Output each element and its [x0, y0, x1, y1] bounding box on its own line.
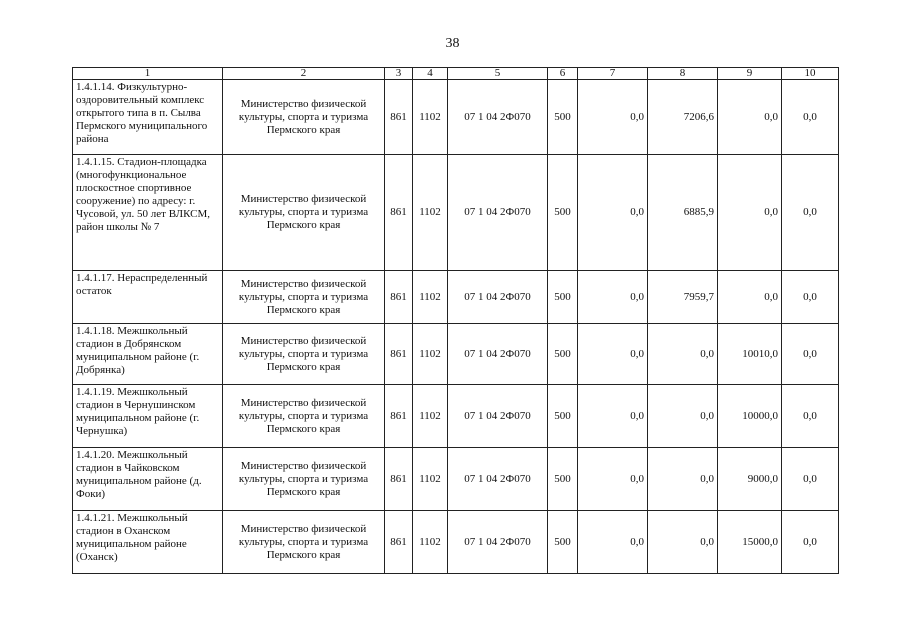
table-row — [73, 155, 839, 271]
row-name: 1.4.1.18. Межшкольный стадион в Добрянском муниципальном районе (г. Добрянка) — [73, 324, 223, 385]
row-name: 1.4.1.14. Физкультурно-оздоровительный комплекс открытого типа в п. Сылва Пермского муниципального района — [73, 80, 223, 155]
row-name: 1.4.1.20. Межшкольный стадион в Чайковском муниципальном районе (д. Фоки) — [73, 448, 223, 511]
cell-col6: 500 — [548, 324, 578, 385]
cell-col10: 0,0 — [782, 80, 839, 155]
cell-col6: 500 — [548, 448, 578, 511]
cell-col9: 0,0 — [718, 271, 782, 324]
cell-col3: 861 — [385, 80, 413, 155]
row-ministry: Министерство физической культуры, спорта и туризма Пермского края — [223, 511, 385, 574]
cell-col6: 500 — [548, 511, 578, 574]
cell-col4: 1102 — [413, 385, 448, 448]
row-ministry: Министерство физической культуры, спорта и туризма Пермского края — [223, 271, 385, 324]
cell-col9: 15000,0 — [718, 511, 782, 574]
cell-col5: 07 1 04 2Ф070 — [448, 80, 548, 155]
column-header-2: 2 — [223, 68, 385, 80]
cell-col6: 500 — [548, 385, 578, 448]
cell-col3: 861 — [385, 271, 413, 324]
cell-col8: 0,0 — [648, 511, 718, 574]
table-row — [73, 448, 839, 511]
cell-col7: 0,0 — [578, 385, 648, 448]
cell-col7: 0,0 — [578, 511, 648, 574]
cell-col9: 10000,0 — [718, 385, 782, 448]
cell-col3: 861 — [385, 155, 413, 271]
budget-table — [72, 67, 839, 574]
row-name: 1.4.1.21. Межшкольный стадион в Оханском муниципальном районе (Оханск) — [73, 511, 223, 574]
cell-col5: 07 1 04 2Ф070 — [448, 155, 548, 271]
cell-col5: 07 1 04 2Ф070 — [448, 271, 548, 324]
cell-col5: 07 1 04 2Ф070 — [448, 385, 548, 448]
cell-col4: 1102 — [413, 155, 448, 271]
table-row — [73, 271, 839, 324]
cell-col5: 07 1 04 2Ф070 — [448, 324, 548, 385]
cell-col10: 0,0 — [782, 324, 839, 385]
row-ministry: Министерство физической культуры, спорта и туризма Пермского края — [223, 155, 385, 271]
cell-col10: 0,0 — [782, 385, 839, 448]
cell-col4: 1102 — [413, 271, 448, 324]
cell-col4: 1102 — [413, 448, 448, 511]
cell-col10: 0,0 — [782, 271, 839, 324]
cell-col4: 1102 — [413, 324, 448, 385]
column-header-1: 1 — [73, 68, 223, 80]
row-ministry: Министерство физической культуры, спорта и туризма Пермского края — [223, 448, 385, 511]
cell-col7: 0,0 — [578, 80, 648, 155]
table-row — [73, 385, 839, 448]
cell-col9: 10010,0 — [718, 324, 782, 385]
cell-col6: 500 — [548, 271, 578, 324]
cell-col3: 861 — [385, 385, 413, 448]
cell-col8: 6885,9 — [648, 155, 718, 271]
table-row — [73, 511, 839, 574]
cell-col6: 500 — [548, 155, 578, 271]
cell-col9: 9000,0 — [718, 448, 782, 511]
cell-col7: 0,0 — [578, 155, 648, 271]
cell-col4: 1102 — [413, 80, 448, 155]
cell-col9: 0,0 — [718, 155, 782, 271]
column-header-3: 3 — [385, 68, 413, 80]
column-header-7: 7 — [578, 68, 648, 80]
page-number: 38 — [445, 36, 460, 51]
column-header-6: 6 — [548, 68, 578, 80]
cell-col8: 0,0 — [648, 324, 718, 385]
cell-col5: 07 1 04 2Ф070 — [448, 511, 548, 574]
cell-col3: 861 — [385, 448, 413, 511]
cell-col8: 0,0 — [648, 385, 718, 448]
row-ministry: Министерство физической культуры, спорта и туризма Пермского края — [223, 80, 385, 155]
row-ministry: Министерство физической культуры, спорта и туризма Пермского края — [223, 324, 385, 385]
cell-col6: 500 — [548, 80, 578, 155]
cell-col5: 07 1 04 2Ф070 — [448, 448, 548, 511]
cell-col10: 0,0 — [782, 511, 839, 574]
table-row — [73, 324, 839, 385]
cell-col3: 861 — [385, 511, 413, 574]
column-header-4: 4 — [413, 68, 448, 80]
column-header-10: 10 — [782, 68, 839, 80]
row-name: 1.4.1.17. Нераспределенный остаток — [73, 271, 223, 324]
cell-col9: 0,0 — [718, 80, 782, 155]
column-header-5: 5 — [448, 68, 548, 80]
row-name: 1.4.1.15. Стадион-площадка (многофункциональное плоскостное спортивное сооружение) по адресу: г. Чусовой, ул. 50 лет ВЛКСМ, район школы № 7 — [73, 155, 223, 271]
cell-col8: 0,0 — [648, 448, 718, 511]
table-row — [73, 80, 839, 155]
column-header-9: 9 — [718, 68, 782, 80]
cell-col4: 1102 — [413, 511, 448, 574]
cell-col7: 0,0 — [578, 271, 648, 324]
cell-col8: 7959,7 — [648, 271, 718, 324]
row-ministry: Министерство физической культуры, спорта и туризма Пермского края — [223, 385, 385, 448]
header-row — [73, 68, 839, 80]
column-header-8: 8 — [648, 68, 718, 80]
cell-col8: 7206,6 — [648, 80, 718, 155]
row-name: 1.4.1.19. Межшкольный стадион в Чернушинском муниципальном районе (г. Чернушка) — [73, 385, 223, 448]
cell-col3: 861 — [385, 324, 413, 385]
cell-col10: 0,0 — [782, 155, 839, 271]
cell-col7: 0,0 — [578, 324, 648, 385]
cell-col10: 0,0 — [782, 448, 839, 511]
cell-col7: 0,0 — [578, 448, 648, 511]
